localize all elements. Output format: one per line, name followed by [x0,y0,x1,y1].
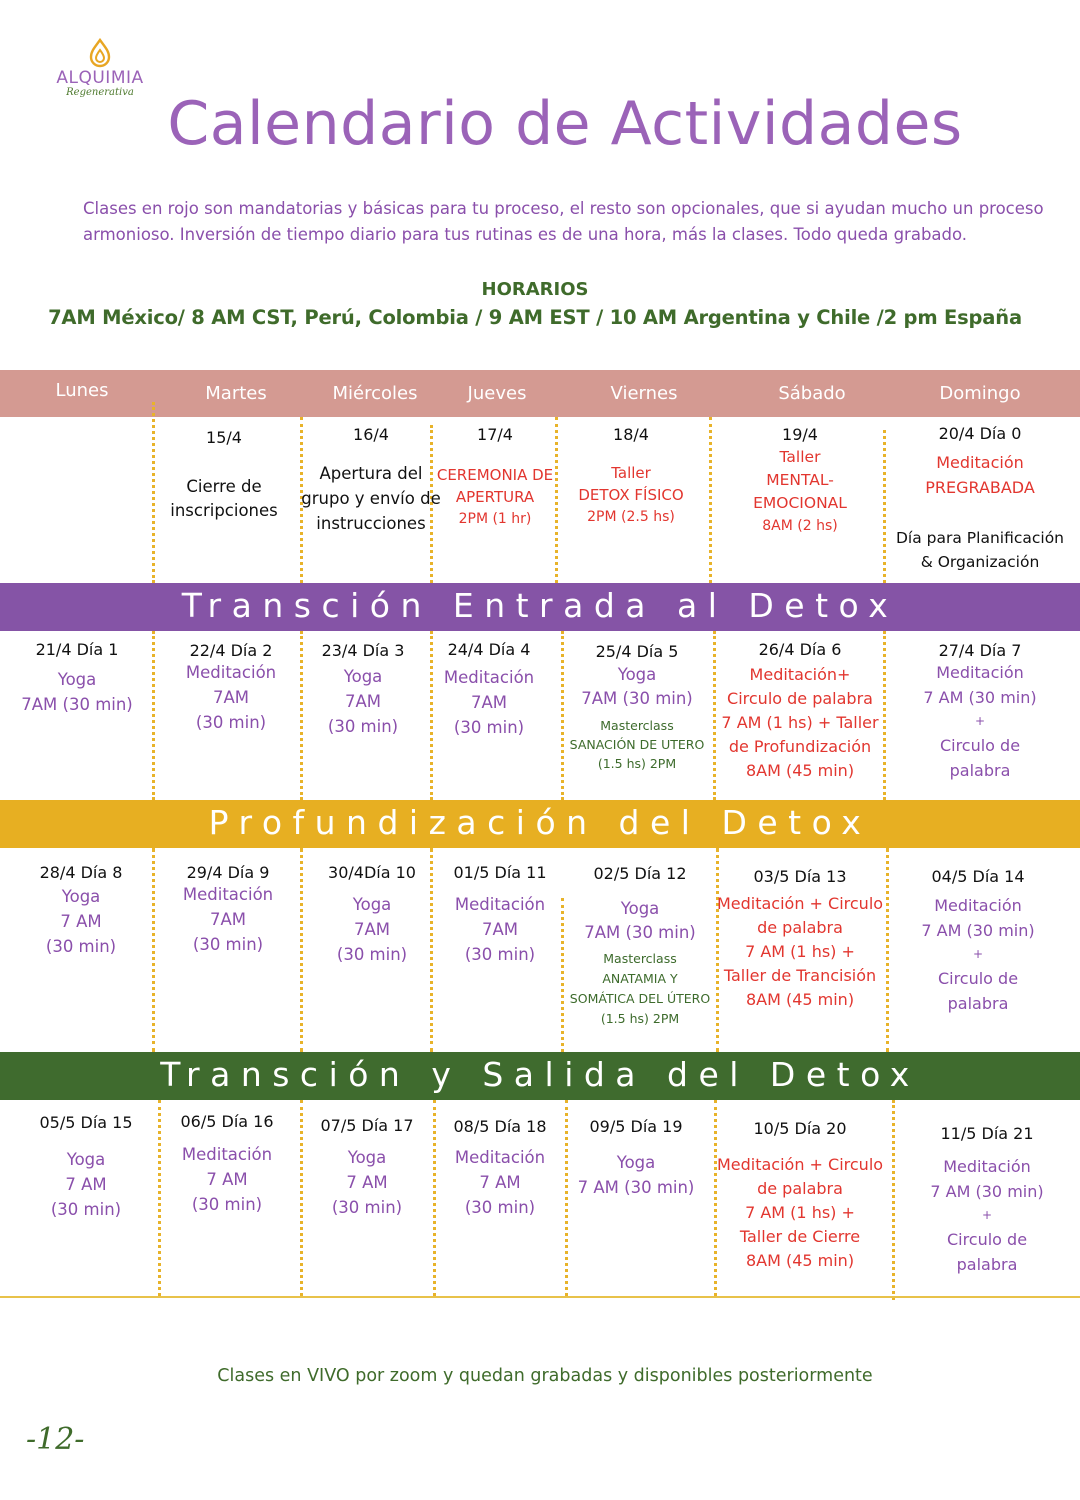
column-divider [886,848,889,1052]
cell-date: 05/5 Día 15 [39,1113,133,1132]
day-cell [444,640,534,740]
schedule-title: HORARIOS [481,279,589,300]
cell-line: Yoga [57,670,97,689]
cell-date: 06/5 Día 16 [180,1112,274,1131]
phase-band: Transción y Salida del Detox [0,1052,1080,1100]
cell-line: 8AM (45 min) [745,990,855,1009]
cell-date: 21/4 Día 1 [35,640,119,659]
cell-date: 18/4 [613,425,649,444]
logo-tagline: Regenerativa [66,87,134,98]
cell-line: inscripciones [170,501,278,520]
day-cell [183,863,273,957]
cell-line: palabra [956,1255,1018,1274]
cell-line: 7 AM (1 hs) + Taller [721,713,879,732]
cell-date: 02/5 Día 12 [593,864,687,883]
cell-line: Taller [611,464,651,482]
table-bottom-line [0,1296,1080,1298]
cell-line: Yoga [616,1153,656,1172]
day-cell [578,1117,695,1200]
cell-date: 25/4 Día 5 [595,642,679,661]
cell-line: Cierre de [186,477,262,496]
day-cell [301,425,440,536]
cell-line: + [972,947,984,961]
cell-line: Yoga [66,1150,106,1169]
cell-line: Circulo de [937,969,1019,988]
day-header: Miércoles [332,383,418,404]
cell-line: & Organización [920,553,1040,571]
column-divider [430,631,433,800]
cell-line: 7 AM [65,1175,107,1194]
cell-line: (30 min) [327,717,399,736]
footer-note: Clases en VIVO por zoom y quedan grabadas y disponibles posteriormente [217,1366,873,1386]
cell-line: Meditación [454,895,546,914]
cell-line: Meditación + Circulo [716,1155,884,1174]
cell-line: 7 AM (1 hs) + [745,942,855,961]
day-cell [453,1117,546,1220]
column-divider [300,848,303,1052]
day-cell [753,425,847,537]
cell-line: Yoga [352,895,392,914]
cell-date: 26/4 Día 6 [758,640,842,659]
day-cell [322,641,405,739]
day-cell [923,641,1036,783]
cell-line: 2PM (2.5 hs) [587,509,675,525]
day-cell [170,428,278,523]
column-divider [300,1100,303,1296]
cell-date: 24/4 Día 4 [447,640,531,659]
day-cell [39,1113,132,1222]
column-divider [561,631,564,800]
logo-name: ALQUIMIA [56,68,144,88]
cell-line: SANACIÓN DE UTERO [569,737,705,752]
cell-line: CEREMONIA DE [436,466,554,484]
cell-line: 8AM (2 hs) [762,518,838,534]
cell-line: + [974,714,986,728]
cell-line: 7AM [212,688,250,707]
column-divider [555,417,558,583]
cell-line: de palabra [757,1179,843,1198]
cell-date: 07/5 Día 17 [320,1116,414,1135]
cell-line: de Profundización [728,737,872,756]
cell-line: 7AM (30 min) [584,923,696,942]
day-cell [21,640,133,717]
cell-line: MENTAL- [766,471,834,489]
day-header: Sábado [778,383,846,404]
column-divider [430,848,433,1052]
phase-band: Profundización del Detox [0,800,1080,848]
day-cell [717,867,883,1012]
column-divider [892,1100,895,1300]
cell-line: 7 AM (30 min) [930,1182,1044,1201]
cell-date: 30/4Día 10 [328,863,416,882]
cell-line: 7 AM (30 min) [923,688,1037,707]
cell-line: SOMÁTICA DEL ÚTERO [569,991,711,1006]
cell-date: 23/4 Día 3 [321,641,405,660]
cell-line: Yoga [61,887,101,906]
cell-date: 11/5 Día 21 [940,1124,1034,1143]
cell-line: Masterclass [603,951,677,966]
day-cell [721,640,878,783]
column-divider [713,631,716,800]
cell-date: 28/4 Día 8 [39,863,123,882]
day-cell [40,863,123,959]
cell-line: palabra [949,761,1011,780]
cell-line: (30 min) [336,945,408,964]
cell-line: 7 AM [346,1173,388,1192]
cell-line: Yoga [343,667,383,686]
cell-line: 7 AM (30 min) [921,921,1035,940]
cell-line: 2PM (1 hr) [458,511,532,527]
cell-date: 10/5 Día 20 [753,1119,847,1138]
flame-drop-icon [86,38,114,68]
cell-line: Meditación [181,1145,273,1164]
day-cell [896,424,1064,574]
cell-line: Meditación [182,885,274,904]
cell-date: 08/5 Día 18 [453,1117,547,1136]
cell-line: 7AM [353,920,391,939]
cell-line: EMOCIONAL [753,494,847,512]
cell-line: (30 min) [331,1198,403,1217]
cell-date: 16/4 [353,425,389,444]
day-cell [570,864,710,1029]
cell-line: 7 AM (1 hs) + [745,1203,855,1222]
cell-line: Meditación [936,663,1024,682]
column-divider [152,848,155,1052]
cell-line: Circulo de [939,736,1021,755]
day-header: Martes [205,383,267,404]
cell-line: Masterclass [600,718,674,733]
cell-line: (1.5 hs) 2PM [600,1011,680,1026]
column-divider [709,417,712,583]
cell-date: 03/5 Día 13 [753,867,847,886]
cell-line: 8AM (45 min) [745,1251,855,1270]
column-divider [883,631,886,800]
cell-line: (30 min) [195,713,267,732]
cell-line: 7AM (30 min) [581,689,693,708]
cell-date: 29/4 Día 9 [186,863,270,882]
day-header: Domingo [939,383,1021,404]
day-cell [180,1112,273,1217]
cell-date: 19/4 [782,425,818,444]
cell-date: 04/5 Día 14 [931,867,1025,886]
cell-line: Meditación [443,668,535,687]
cell-line: (30 min) [192,935,264,954]
cell-line: Circulo de [946,1230,1028,1249]
cell-line: 7 AM [479,1173,521,1192]
cell-line: Meditación [454,1148,546,1167]
page-title: Calendario de Actividades [167,89,963,159]
cell-line: (30 min) [464,1198,536,1217]
cell-line: Circulo de palabra [727,689,873,708]
day-cell [717,1119,883,1273]
cell-line: Taller [779,448,821,466]
day-cell [921,867,1034,1016]
column-divider [152,402,155,583]
day-cell [578,425,683,528]
day-header: Viernes [610,383,678,404]
day-cell [453,863,546,967]
cell-line: (30 min) [191,1195,263,1214]
cell-line: (30 min) [453,718,525,737]
cell-line: Meditación [185,663,277,682]
cell-line: 7AM [481,920,519,939]
cell-line: 8AM (45 min) [745,761,855,780]
cell-line: Meditación + Circulo [716,894,884,913]
day-header: Jueves [467,383,527,404]
cell-line: Apertura del [319,464,423,483]
cell-line: 7 AM [60,912,102,931]
intro-text: Clases en rojo son mandatorias y básicas para tu proceso, el resto son opcionales, que si ayudan mucho un proceso armonioso. Inversión de tiempo diario para tus rutinas es de una hora, más la clases. Todo queda grabado. [83,199,1044,244]
day-cell [570,642,705,773]
cell-line: PREGRABADA [925,478,1035,497]
cell-line: APERTURA [455,488,535,506]
cell-date: 01/5 Día 11 [453,863,547,882]
column-divider [158,1100,161,1296]
cell-line: + [981,1208,993,1222]
cell-line: palabra [947,994,1009,1013]
day-cell [320,1116,413,1220]
cell-date: 17/4 [477,425,513,444]
column-divider [883,430,886,583]
cell-date: 20/4 Día 0 [938,424,1022,443]
cell-line: 7AM [344,692,382,711]
cell-line: 7AM (30 min) [21,695,133,714]
cell-date: 27/4 Día 7 [938,641,1022,660]
cell-date: 09/5 Día 19 [589,1117,683,1136]
cell-line: 7AM [209,910,247,929]
cell-line: Meditación [943,1157,1031,1176]
cell-line: 7AM [470,693,508,712]
cell-line: Yoga [347,1148,387,1167]
cell-line: DETOX FÍSICO [578,486,684,504]
cell-line: 7 AM [206,1170,248,1189]
day-cell [930,1124,1043,1277]
cell-line: de palabra [757,918,843,937]
column-divider [152,631,155,800]
cell-line: grupo y envío de [301,489,441,508]
cell-line: Yoga [620,899,660,918]
cell-line: instrucciones [316,514,426,533]
cell-line: Meditación [936,453,1024,472]
day-cell [328,863,416,967]
cell-line: (30 min) [50,1200,122,1219]
column-divider [433,1100,436,1296]
cell-line: 7 AM (30 min) [577,1178,695,1197]
schedule-text: 7AM México/ 8 AM CST, Perú, Colombia / 9 AM EST / 10 AM Argentina y Chile /2 pm España [48,306,1022,329]
day-header: Lunes [55,380,109,401]
cell-line: Día para Planificación [895,529,1065,547]
cell-line: Taller de Cierre [739,1227,861,1246]
cell-date: 22/4 Día 2 [189,641,273,660]
column-divider [561,898,564,1052]
page-number: -12- [26,1422,85,1457]
day-cell [186,641,276,735]
cell-date: 15/4 [206,428,242,447]
day-cell [437,425,553,530]
column-divider [300,631,303,800]
day-header-row [0,370,1080,417]
cell-line: ANATAMIA Y [602,971,678,986]
column-divider [565,1100,568,1296]
cell-line: (30 min) [45,937,117,956]
cell-line: Taller de Trancisión [723,966,877,985]
cell-line: Meditación+ [749,665,851,684]
phase-band: Transción Entrada al Detox [0,583,1080,631]
cell-line: (30 min) [464,945,536,964]
cell-line: Yoga [617,665,657,684]
cell-line: Meditación [934,896,1022,915]
cell-line: (1.5 hs) 2PM [597,756,677,771]
